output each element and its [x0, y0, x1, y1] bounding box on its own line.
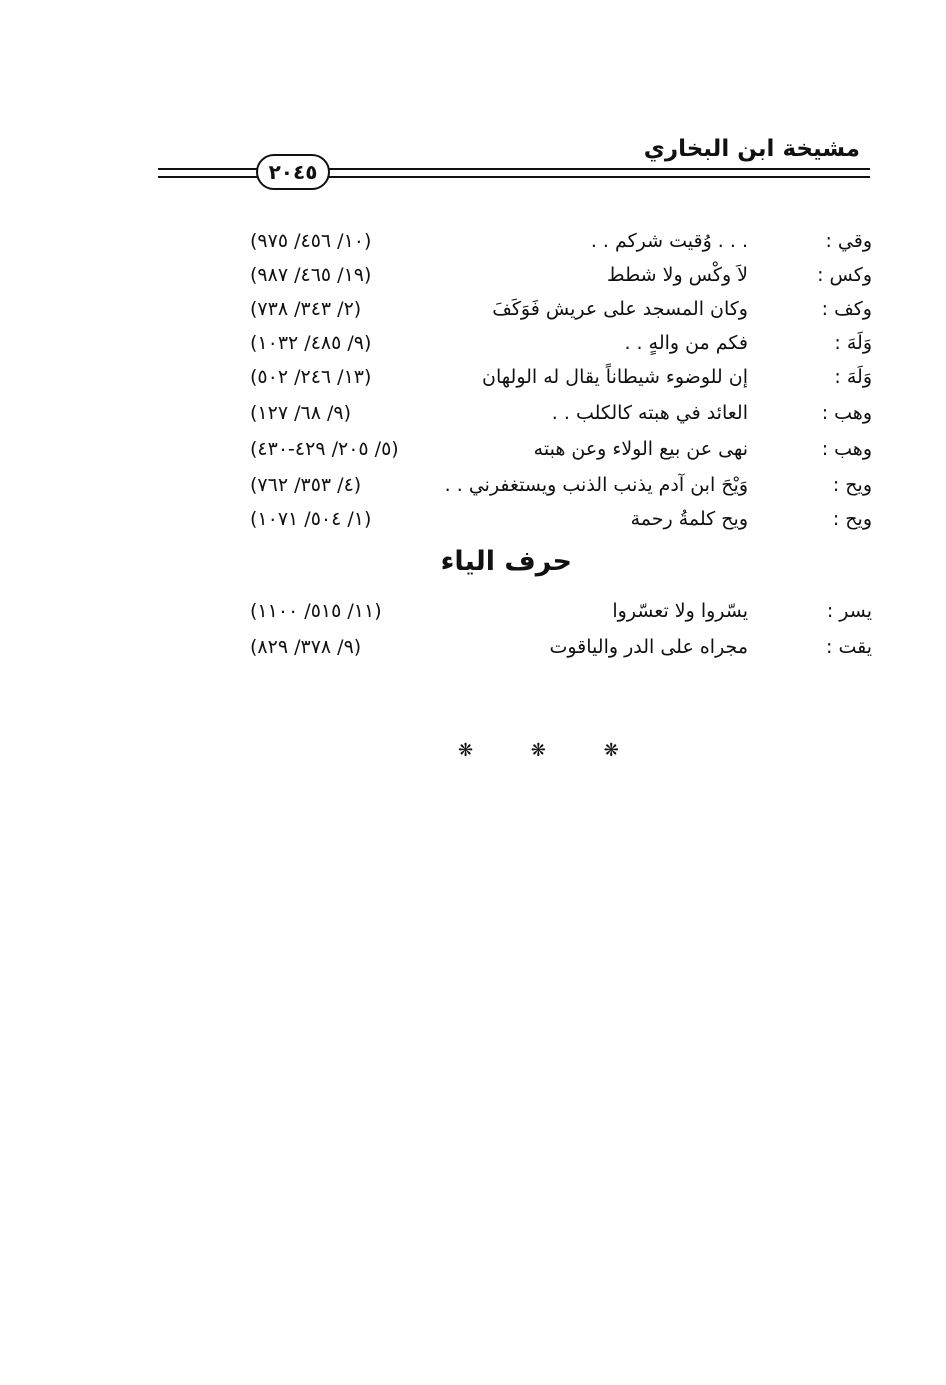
entry-word: يقت :	[826, 636, 872, 658]
page-number: ٢٠٤٥	[256, 154, 330, 190]
entry-reference: (٩/ ٦٨/ ١٢٧)	[250, 402, 352, 424]
entry-word: وهب :	[821, 402, 872, 424]
entry-phrase: ويح كلمةُ رحمة	[630, 508, 748, 530]
list-item	[0, 474, 946, 508]
entry-phrase: نهى عن بيع الولاء وعن هبته	[533, 438, 748, 460]
list-item	[0, 402, 946, 436]
entry-word: وكف :	[821, 298, 872, 320]
entry-word: ويح :	[832, 508, 872, 530]
entry-reference: (٩/ ٤٨٥/ ١٠٣٢)	[250, 332, 372, 354]
entry-reference: (٥/ ٢٠٥/ ٤٢٩-٤٣٠)	[250, 438, 399, 460]
entry-phrase: العائد في هبته كالكلب . .	[551, 402, 748, 424]
entry-reference: (٩/ ٣٧٨/ ٨٢٩)	[250, 636, 362, 658]
entry-reference: (٤/ ٣٥٣/ ٧٦٢)	[250, 474, 362, 496]
entry-reference: (١/ ٥٠٤/ ١٠٧١)	[250, 508, 372, 530]
entry-reference: (١١/ ٥١٥/ ١١٠٠)	[250, 600, 382, 622]
entry-word: وَلَهَ :	[834, 332, 872, 354]
list-item	[0, 230, 946, 264]
entry-phrase: . . . وُقيت شركم . .	[590, 230, 748, 252]
list-item	[0, 264, 946, 298]
section-heading: حرف الياء	[440, 546, 572, 577]
list-item	[0, 508, 946, 542]
entry-word: يسر :	[826, 600, 872, 622]
entry-reference: (٢/ ٣٤٣/ ٧٣٨)	[250, 298, 362, 320]
entry-reference: (١٣/ ٢٤٦/ ٥٠٢)	[250, 366, 372, 388]
list-item	[0, 636, 946, 670]
list-item	[0, 438, 946, 472]
entry-phrase: وَيْحَ ابن آدم يذنب الذنب ويستغفرني . .	[444, 474, 748, 496]
entry-phrase: إن للوضوء شيطاناً يقال له الولهان	[482, 366, 748, 388]
list-item	[0, 600, 946, 634]
entry-reference: (١٩/ ٤٦٥/ ٩٨٧)	[250, 264, 372, 286]
end-ornament: ❋ ❋ ❋	[458, 740, 645, 761]
entry-word: ويح :	[832, 474, 872, 496]
list-item	[0, 332, 946, 366]
entry-phrase: فكم من والهٍ . .	[624, 332, 748, 354]
entry-phrase: يسّروا ولا تعسّروا	[612, 600, 748, 622]
list-item	[0, 366, 946, 400]
entry-phrase: لاَ وكْس ولا شطط	[607, 264, 748, 286]
book-title: مشيخة ابن البخاري	[643, 136, 860, 162]
entry-word: وهب :	[821, 438, 872, 460]
entry-reference: (١٠/ ٤٥٦/ ٩٧٥)	[250, 230, 372, 252]
list-item	[0, 298, 946, 332]
entry-phrase: مجراه على الدر والياقوت	[549, 636, 748, 658]
entry-word: وقي :	[825, 230, 872, 252]
entry-word: وَلَهَ :	[834, 366, 872, 388]
entry-word: وكس :	[817, 264, 872, 286]
entry-phrase: وكان المسجد على عريش فَوَكَفَ	[492, 298, 748, 320]
